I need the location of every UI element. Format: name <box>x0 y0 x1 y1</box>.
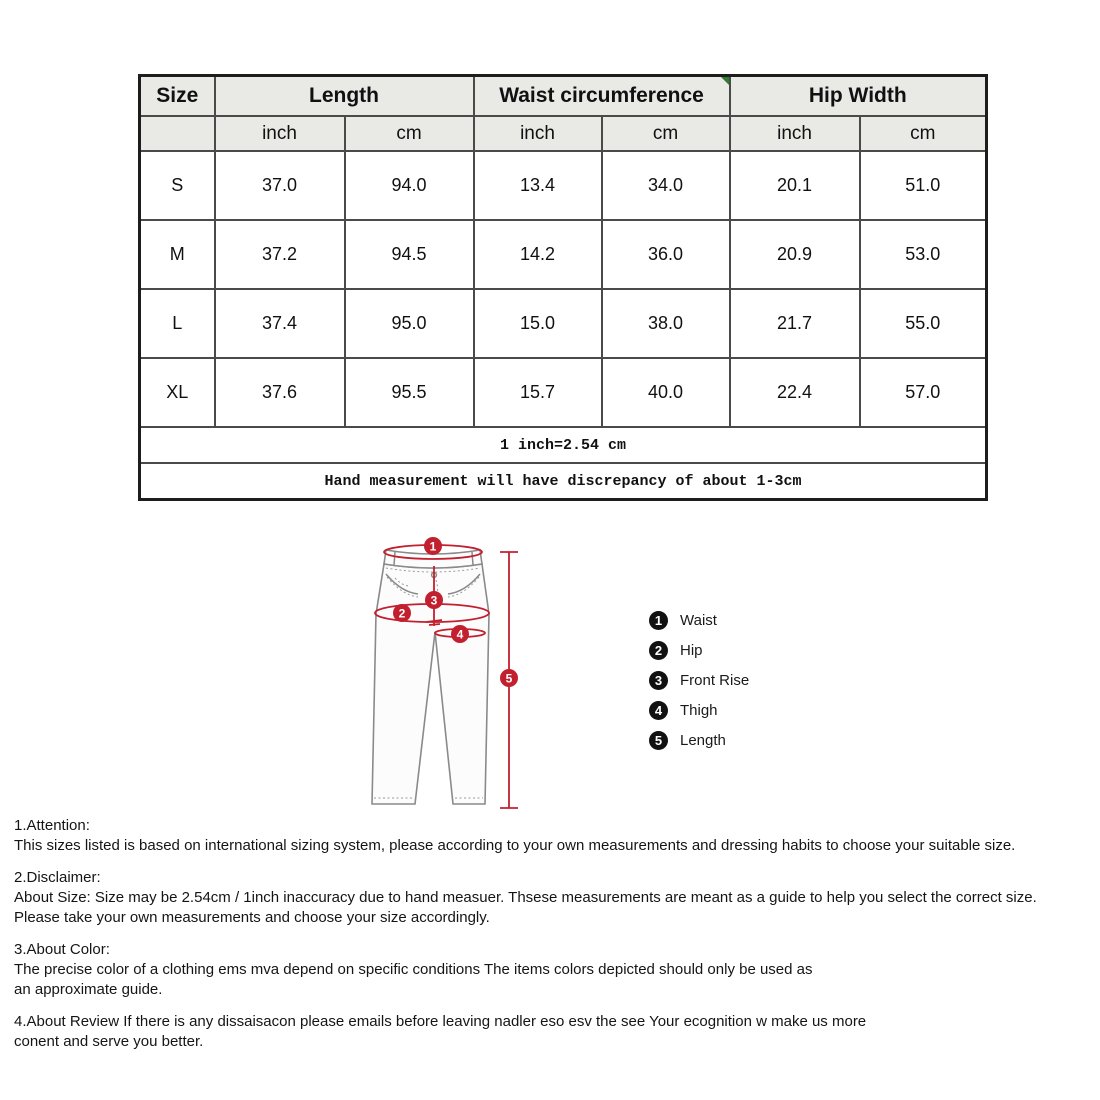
note-line: 4.About Review If there is any dissaisacon please emails before leaving nadler eso esv the see Your ecognition w make us more <box>14 1013 867 1030</box>
size-cell: S <box>140 151 215 220</box>
legend-item <box>649 670 749 690</box>
unit-header: cm <box>860 116 987 151</box>
note-line: an approximate guide. <box>14 981 163 998</box>
value-cell: 53.0 <box>860 220 987 289</box>
note-heading: 3.About Color: <box>14 941 110 958</box>
number-badge-icon: 4 <box>649 701 668 720</box>
number-badge-icon: 2 <box>649 641 668 660</box>
value-cell: 37.6 <box>215 358 345 427</box>
value-cell: 15.7 <box>474 358 602 427</box>
note-section <box>14 1012 1088 1052</box>
legend-label: Length <box>680 731 726 749</box>
legend-label: Waist <box>680 611 717 629</box>
value-cell: 14.2 <box>474 220 602 289</box>
value-cell: 34.0 <box>602 151 730 220</box>
value-cell: 22.4 <box>730 358 860 427</box>
marker-1-badge <box>424 537 442 555</box>
unit-header: cm <box>602 116 730 151</box>
subheader-row <box>140 116 987 151</box>
size-table-body <box>140 151 987 427</box>
col-header-size: Size <box>140 76 215 117</box>
note-line: conent and serve you better. <box>14 1033 204 1050</box>
notes <box>14 816 1088 1064</box>
legend-item <box>649 730 749 750</box>
note-section <box>14 940 1088 1000</box>
value-cell: 40.0 <box>602 358 730 427</box>
pants-diagram <box>363 526 548 826</box>
value-cell: 37.0 <box>215 151 345 220</box>
value-cell: 94.0 <box>345 151 474 220</box>
value-cell: 51.0 <box>860 151 987 220</box>
pants-diagram-svg <box>363 526 548 826</box>
marker-2-badge <box>393 604 411 622</box>
number-badge-icon: 5 <box>649 731 668 750</box>
table-row <box>140 289 987 358</box>
table-row <box>140 220 987 289</box>
unit-header: inch <box>730 116 860 151</box>
value-cell: 55.0 <box>860 289 987 358</box>
unit-header-empty <box>140 116 215 151</box>
value-cell: 38.0 <box>602 289 730 358</box>
value-cell: 95.0 <box>345 289 474 358</box>
size-cell: M <box>140 220 215 289</box>
value-cell: 20.9 <box>730 220 860 289</box>
value-cell: 37.4 <box>215 289 345 358</box>
value-cell: 13.4 <box>474 151 602 220</box>
conversion-note: 1 inch=2.54 cm <box>140 427 987 463</box>
legend <box>649 610 749 750</box>
value-cell: 21.7 <box>730 289 860 358</box>
svg-text:3: 3 <box>430 593 438 608</box>
size-cell: XL <box>140 358 215 427</box>
note-line: The precise color of a clothing ems mva depend on specific conditions The items colors depicted should only be used as <box>14 961 813 978</box>
value-cell: 57.0 <box>860 358 987 427</box>
note-line: This sizes listed is based on international sizing system, please according to your own measurements and dressing habits to choose your suitable size. <box>14 837 1016 854</box>
table-row <box>140 151 987 220</box>
note-section <box>14 816 1088 856</box>
table-row <box>140 358 987 427</box>
col-header-waist: Waist circumference <box>474 76 730 117</box>
marker-4-badge <box>451 625 469 643</box>
svg-text:1: 1 <box>429 539 437 554</box>
size-cell: L <box>140 289 215 358</box>
value-cell: 20.1 <box>730 151 860 220</box>
note-line: About Size: Size may be 2.54cm / 1inch inaccuracy due to hand measuer. Thsese measurements are meant as a guide to help you select the correct size. <box>14 889 1037 906</box>
number-badge-icon: 1 <box>649 611 668 630</box>
number-badge-icon: 3 <box>649 671 668 690</box>
note-heading: 1.Attention: <box>14 817 90 834</box>
marker-5-badge <box>500 669 518 687</box>
table-note-row <box>140 463 987 500</box>
note-section <box>14 868 1088 928</box>
note-line: Please take your own measurements and choose your size accordingly. <box>14 909 490 926</box>
svg-text:4: 4 <box>456 627 464 642</box>
legend-label: Front Rise <box>680 671 750 689</box>
pants-outline <box>372 550 489 804</box>
size-chart-table <box>138 74 988 501</box>
svg-text:2: 2 <box>398 606 406 621</box>
value-cell: 15.0 <box>474 289 602 358</box>
note-heading: 2.Disclaimer: <box>14 869 101 886</box>
unit-header: inch <box>474 116 602 151</box>
col-header-length: Length <box>215 76 474 117</box>
header-row <box>140 76 987 117</box>
col-header-hip: Hip Width <box>730 76 987 117</box>
legend-label: Thigh <box>680 701 718 719</box>
value-cell: 36.0 <box>602 220 730 289</box>
svg-text:5: 5 <box>505 671 513 686</box>
table-note-row <box>140 427 987 463</box>
value-cell: 95.5 <box>345 358 474 427</box>
value-cell: 37.2 <box>215 220 345 289</box>
measurement-note: Hand measurement will have discrepancy of about 1-3cm <box>140 463 987 500</box>
legend-label: Hip <box>680 641 703 659</box>
value-cell: 94.5 <box>345 220 474 289</box>
unit-header: inch <box>215 116 345 151</box>
legend-item <box>649 640 749 660</box>
legend-item <box>649 610 749 630</box>
legend-item <box>649 700 749 720</box>
marker-3-badge <box>425 591 443 609</box>
unit-header: cm <box>345 116 474 151</box>
